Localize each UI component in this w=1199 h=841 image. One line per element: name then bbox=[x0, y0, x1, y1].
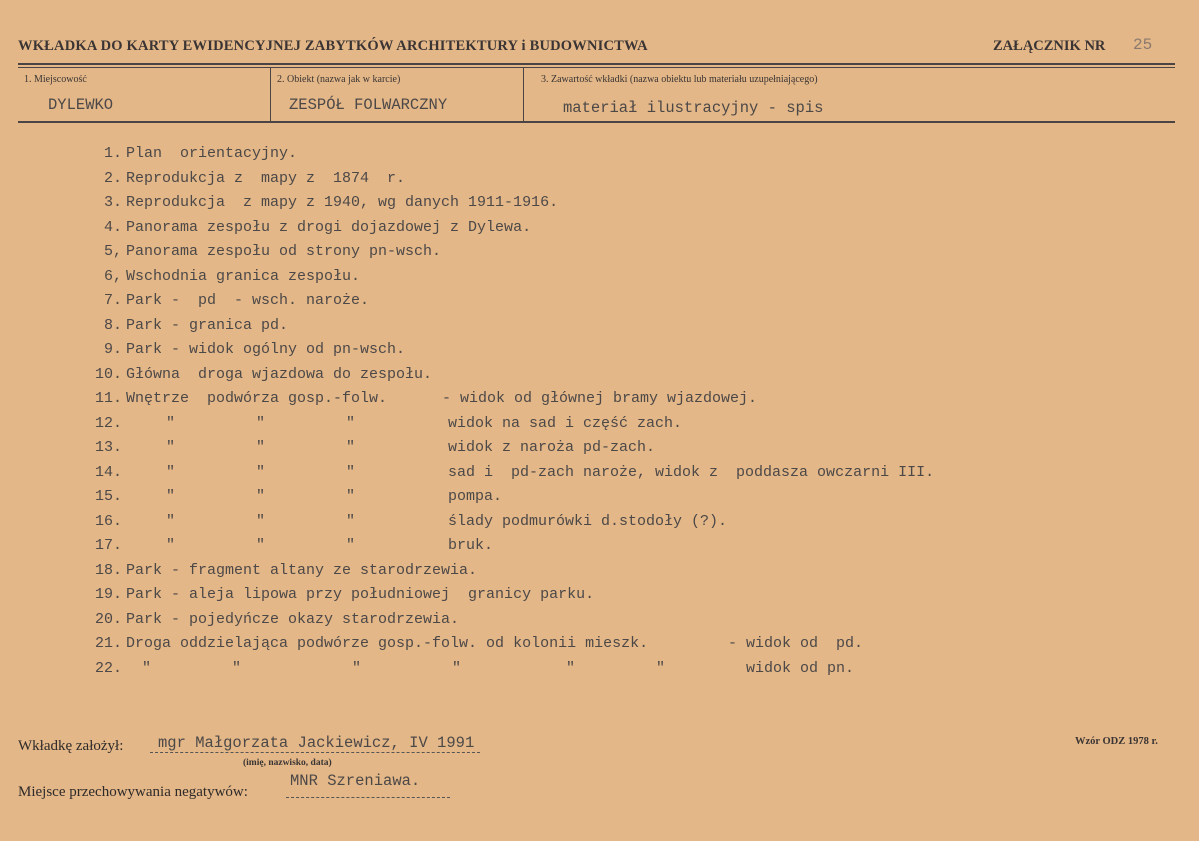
ditto-mark: " bbox=[166, 488, 176, 505]
list-item-text: Panorama zespołu z drogi dojazdowej z Dylewa. bbox=[126, 218, 532, 236]
list-item-text: Reprodukcja z mapy z 1940, wg danych 1911-1916. bbox=[126, 194, 559, 211]
list-item-number: 19. bbox=[94, 586, 122, 603]
ditto-mark: " bbox=[256, 488, 266, 505]
ditto-mark: " bbox=[346, 463, 356, 481]
list-item-number: 1. bbox=[103, 145, 122, 162]
ditto-mark: " bbox=[452, 659, 462, 677]
ditto-mark: " bbox=[346, 512, 356, 530]
list-item-text: Główna droga wjazdowa do zespołu. bbox=[126, 365, 433, 383]
list-item-number: 16. bbox=[94, 512, 122, 530]
list-item-number: 6, bbox=[103, 267, 122, 285]
list-item-text: Park - aleja lipowa przy południowej granicy parku. bbox=[126, 586, 595, 603]
list-item-text: Park - fragment altany ze starodrzewia. bbox=[126, 561, 478, 579]
ditto-mark: " bbox=[256, 414, 266, 432]
field-label-locality: 1. Miejscowość bbox=[24, 74, 87, 85]
list-item-number: 2. bbox=[103, 169, 122, 187]
ditto-mark: " bbox=[656, 659, 666, 677]
field-label-object: 2. Obiekt (nazwa jak w karcie) bbox=[277, 74, 401, 85]
annex-number: 25 bbox=[1133, 36, 1153, 54]
ditto-mark: " bbox=[232, 659, 242, 677]
field-divider-2 bbox=[523, 68, 524, 122]
list-item-number: 18. bbox=[94, 561, 122, 579]
ditto-mark: " bbox=[166, 537, 176, 554]
ditto-mark: " bbox=[346, 537, 356, 554]
ditto-mark: " bbox=[166, 414, 176, 432]
list-item-number: 10. bbox=[94, 365, 122, 383]
annex-label: ZAŁĄCZNIK NR bbox=[993, 38, 1106, 54]
list-item-number: 15. bbox=[94, 488, 122, 505]
storage-value: MNR Szreniawa. bbox=[290, 772, 421, 790]
founder-caption: (imię, nazwisko, data) bbox=[243, 758, 332, 768]
list-item-text: Plan orientacyjny. bbox=[126, 145, 298, 162]
list-item-text: Park - pd - wsch. naroże. bbox=[126, 292, 370, 309]
list-item-number: 11. bbox=[94, 390, 122, 407]
field-value-contents: materiał ilustracyjny - spis bbox=[563, 99, 824, 117]
list-item-view: ślady podmurówki d.stodoły (?). bbox=[448, 512, 728, 530]
ditto-mark: " bbox=[346, 488, 356, 505]
header-rule-top bbox=[18, 63, 1175, 65]
list-item-view: bruk. bbox=[448, 537, 494, 554]
fields-rule-bottom bbox=[18, 121, 1175, 123]
list-item-number: 17. bbox=[94, 537, 122, 554]
list-item-text: Reprodukcja z mapy z 1874 r. bbox=[126, 169, 406, 187]
list-item-number: 3. bbox=[103, 194, 122, 211]
list-item-view: widok od pn. bbox=[746, 659, 855, 677]
list-item-text: Park - granica pd. bbox=[126, 316, 289, 334]
field-label-contents: 3. Zawartość wkładki (nazwa obiektu lub materiału uzupełniającego) bbox=[541, 74, 818, 85]
list-item-number: 22. bbox=[94, 659, 122, 677]
list-item-number: 12. bbox=[94, 414, 122, 432]
list-item-text: Park - pojedyńcze okazy starodrzewia. bbox=[126, 610, 460, 628]
founder-label: Wkładkę założył: bbox=[18, 738, 124, 754]
ditto-mark: " bbox=[166, 512, 176, 530]
founder-value: mgr Małgorzata Jackiewicz, IV 1991 bbox=[158, 734, 475, 752]
storage-label: Miejsce przechowywania negatywów: bbox=[18, 784, 248, 800]
ditto-mark: " bbox=[352, 659, 362, 677]
card-title: WKŁADKA DO KARTY EWIDENCYJNEJ ZABYTKÓW ARCHITEKTURY i BUDOWNICTWA bbox=[18, 38, 648, 54]
field-value-object: ZESPÓŁ FOLWARCZNY bbox=[289, 96, 448, 114]
template-label: Wzór ODZ 1978 r. bbox=[1075, 736, 1158, 747]
list-item-view: widok z naroża pd-zach. bbox=[448, 439, 656, 456]
ditto-mark: " bbox=[566, 659, 576, 677]
header-rule-top-thin bbox=[18, 67, 1175, 68]
storage-underline bbox=[286, 797, 450, 798]
list-item-view: - widok od pd. bbox=[728, 635, 864, 652]
list-item-number: 8. bbox=[103, 316, 122, 334]
field-value-locality: DYLEWKO bbox=[48, 96, 114, 114]
list-item-number: 7. bbox=[103, 292, 122, 309]
list-item-number: 14. bbox=[94, 463, 122, 481]
list-item-text: Panorama zespołu od strony pn-wsch. bbox=[126, 243, 442, 260]
list-item-number: 20. bbox=[94, 610, 122, 628]
list-item-view: widok na sad i część zach. bbox=[448, 414, 683, 432]
list-item-view: sad i pd-zach naroże, widok z poddasza owczarni III. bbox=[448, 463, 935, 481]
list-item-number: 4. bbox=[103, 218, 122, 236]
ditto-mark: " bbox=[256, 512, 266, 530]
ditto-mark: " bbox=[166, 439, 176, 456]
list-item-text: Park - widok ogólny od pn-wsch. bbox=[126, 341, 406, 358]
list-item-number: 9. bbox=[103, 341, 122, 358]
ditto-mark: " bbox=[346, 414, 356, 432]
ditto-mark: " bbox=[166, 463, 176, 481]
ditto-mark: " bbox=[256, 537, 266, 554]
list-item-text: Wschodnia granica zespołu. bbox=[126, 267, 361, 285]
field-divider-1 bbox=[270, 68, 271, 122]
list-item-text: Wnętrze podwórza gosp.-folw. bbox=[126, 390, 388, 407]
list-item-number: 21. bbox=[94, 635, 122, 652]
ditto-mark: " bbox=[142, 659, 152, 677]
founder-underline bbox=[150, 752, 480, 753]
list-item-view: pompa. bbox=[448, 488, 503, 505]
list-item-number: 5, bbox=[103, 243, 122, 260]
ditto-mark: " bbox=[256, 463, 266, 481]
list-item-view: - widok od głównej bramy wjazdowej. bbox=[442, 390, 758, 407]
ditto-mark: " bbox=[346, 439, 356, 456]
list-item-number: 13. bbox=[94, 439, 122, 456]
list-item-text: Droga oddzielająca podwórze gosp.-folw. od kolonii mieszk. bbox=[126, 635, 649, 652]
ditto-mark: " bbox=[256, 439, 266, 456]
